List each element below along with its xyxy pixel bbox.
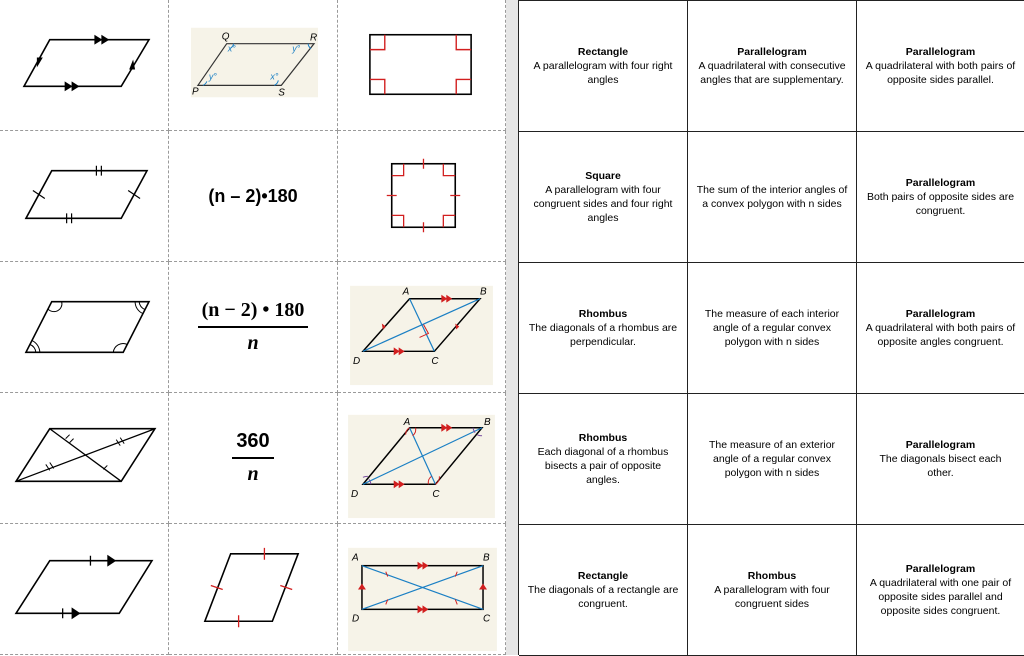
card-text: A quadrilateral with both pairs of opposite angles congruent. bbox=[865, 322, 1016, 348]
card-title: Parallelogram bbox=[905, 177, 976, 189]
rectangle-right-angles-card bbox=[338, 0, 506, 131]
definition-card bbox=[857, 394, 1024, 525]
card-text: A parallelogram with four congruent sides and four right angles bbox=[533, 184, 673, 224]
definition-card bbox=[519, 525, 688, 656]
card-title: Parallelogram bbox=[905, 46, 976, 58]
rhombus-congruent-sides-card bbox=[169, 524, 338, 655]
vertex-b-label: B bbox=[483, 552, 490, 564]
angle-s-label: x° bbox=[270, 71, 279, 82]
parallelogram-arrow-tick-figure bbox=[0, 524, 168, 654]
definition-card bbox=[519, 1, 688, 132]
card-title: Parallelogram bbox=[905, 308, 976, 320]
figure-cards-sheet bbox=[0, 0, 506, 655]
bisecting-diagonals-parallelogram-card bbox=[0, 393, 169, 524]
parallelogram-parallel-marks-figure bbox=[0, 0, 168, 130]
card-text: The diagonals of a rhombus are perpendicular. bbox=[528, 322, 678, 348]
parallelogram-angle-arcs-figure bbox=[0, 262, 168, 392]
card-title: Rhombus bbox=[747, 570, 797, 582]
exterior-angle-formula-card bbox=[169, 393, 338, 524]
square-card bbox=[338, 131, 506, 262]
square-figure bbox=[338, 131, 505, 261]
vertex-c-label: C bbox=[431, 356, 439, 368]
definition-card bbox=[519, 394, 688, 525]
rhombus-perpendicular-card bbox=[338, 262, 506, 393]
card-title: Rectangle bbox=[577, 570, 629, 582]
card-text: The diagonals of a rectangle are congruent. bbox=[527, 584, 679, 610]
card-text: A quadrilateral with both pairs of opposite sides parallel. bbox=[865, 60, 1016, 86]
interior-angle-formula-card bbox=[169, 262, 338, 393]
card-text: A quadrilateral with one pair of opposite sides parallel and opposite sides congruent. bbox=[869, 577, 1012, 617]
card-title: Parallelogram bbox=[905, 439, 976, 451]
card-title: Parallelogram bbox=[737, 46, 807, 58]
exterior-angle-fraction bbox=[232, 430, 273, 486]
rhombus-perpendicular-figure bbox=[338, 262, 505, 392]
card-text: A quadrilateral with consecutive angles that are supplementary. bbox=[698, 60, 846, 86]
parallel-sides-parallelogram-card bbox=[0, 0, 169, 131]
interior-angle-numerator: (n − 2) • 180 bbox=[198, 299, 309, 328]
parallelogram-tick-marks-figure bbox=[0, 131, 168, 261]
definition-card bbox=[519, 263, 688, 394]
definition-card bbox=[688, 1, 857, 132]
card-title: Rectangle bbox=[577, 46, 629, 58]
angle-p-label: y° bbox=[208, 71, 217, 82]
card-title: Parallelogram bbox=[905, 563, 976, 575]
vertex-a-label: A bbox=[352, 552, 359, 564]
pqrs-angles-card bbox=[169, 0, 338, 131]
definition-card bbox=[857, 525, 1024, 656]
definition-card bbox=[688, 132, 857, 263]
card-text: The measure of an exterior angle of a regular convex polygon with n sides bbox=[708, 439, 836, 479]
rhombus-bisects-angles-card bbox=[338, 393, 506, 524]
vertex-p-label: P bbox=[191, 86, 199, 98]
pqrs-parallelogram-figure bbox=[169, 0, 337, 130]
exterior-angle-denominator: n bbox=[247, 463, 259, 485]
rectangle-right-angles-figure bbox=[338, 0, 505, 130]
parallelogram-diagonals-figure bbox=[0, 393, 168, 523]
rhombus-angle-bisect-figure bbox=[338, 393, 505, 523]
vertex-r-label: R bbox=[310, 32, 318, 44]
definition-cards-sheet bbox=[518, 0, 1024, 655]
vertex-a-label: A bbox=[402, 286, 410, 298]
definition-card bbox=[519, 132, 688, 263]
interior-sum-formula-card bbox=[169, 131, 338, 262]
card-text: A parallelogram with four right angles bbox=[533, 60, 673, 86]
card-text: The diagonals bisect each other. bbox=[879, 453, 1002, 479]
page-gutter bbox=[506, 0, 518, 655]
angle-r-label: y° bbox=[292, 43, 301, 54]
congruent-sides-parallelogram-card bbox=[0, 131, 169, 262]
interior-angle-denominator: n bbox=[247, 332, 259, 354]
vertex-s-label: S bbox=[278, 87, 285, 99]
exterior-angle-numerator: 360 bbox=[232, 430, 273, 459]
rhombus-tick-marks-figure bbox=[169, 524, 337, 654]
rectangle-diagonals-card bbox=[338, 524, 506, 655]
vertex-b-label: B bbox=[480, 286, 487, 298]
vertex-q-label: Q bbox=[221, 31, 230, 43]
vertex-c-label: C bbox=[483, 613, 491, 625]
card-text: A parallelogram with four congruent sides bbox=[714, 584, 830, 610]
definition-card bbox=[857, 1, 1024, 132]
card-title: Square bbox=[585, 170, 621, 182]
vertex-b-label: B bbox=[484, 416, 491, 428]
vertex-d-label: D bbox=[352, 613, 360, 625]
interior-sum-formula: (n – 2)•180 bbox=[208, 185, 298, 206]
definition-card bbox=[857, 263, 1024, 394]
definition-card bbox=[857, 132, 1024, 263]
vertex-d-label: D bbox=[351, 489, 359, 501]
rectangle-diagonals-figure bbox=[338, 524, 505, 654]
card-title: Rhombus bbox=[578, 432, 628, 444]
definition-card bbox=[688, 394, 857, 525]
card-text: The measure of each interior angle of a regular convex polygon with n sides bbox=[704, 308, 840, 348]
card-text: Each diagonal of a rhombus bisects a pair of opposite angles. bbox=[537, 446, 669, 486]
vertex-c-label: C bbox=[432, 489, 440, 501]
card-title: Rhombus bbox=[578, 308, 628, 320]
card-text: Both pairs of opposite sides are congruent. bbox=[866, 191, 1015, 217]
interior-angle-fraction bbox=[198, 299, 309, 355]
card-text: The sum of the interior angles of a convex polygon with n sides bbox=[696, 184, 848, 210]
one-pair-parallel-congruent-card bbox=[0, 524, 169, 655]
definition-card bbox=[688, 263, 857, 394]
vertex-a-label: A bbox=[403, 416, 411, 428]
angle-q-label: x° bbox=[227, 43, 236, 54]
vertex-d-label: D bbox=[353, 356, 361, 368]
definition-card bbox=[688, 525, 857, 656]
opposite-angles-parallelogram-card bbox=[0, 262, 169, 393]
